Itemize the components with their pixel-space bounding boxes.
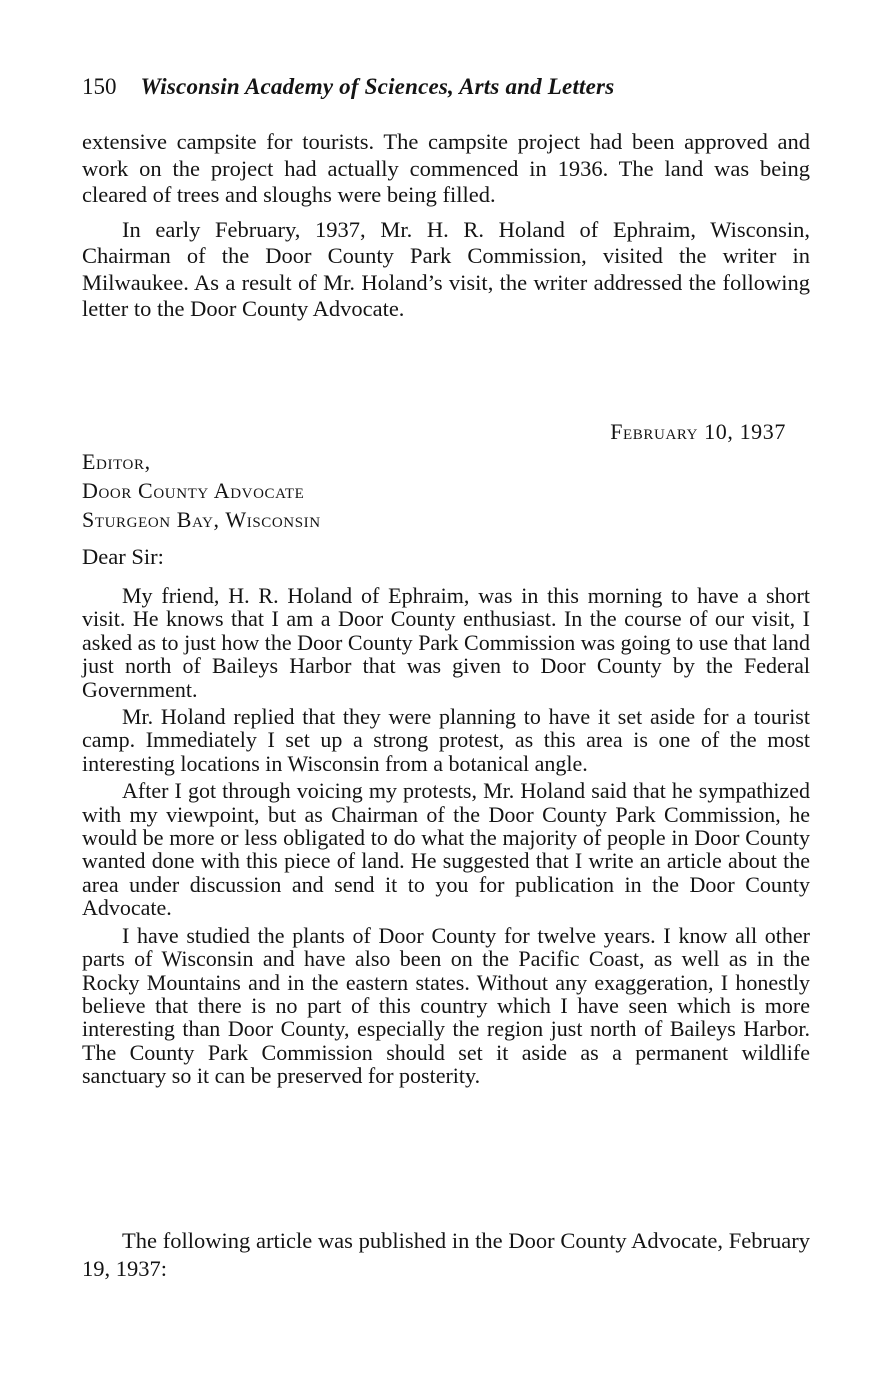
- running-title: Wisconsin Academy of Sciences, Arts and Letters: [140, 74, 615, 99]
- address-line: Door County Advocate: [82, 478, 305, 503]
- letter-paragraph: My friend, H. R. Holand of Ephraim, was in this morning to have a short visit. He knows that I am a Door County enthusiast. In the course of our visit, I asked as to just how the Door County Park Commission was going to use that land just north of Baileys Harbor that was given to Door County by the Federal Government.: [82, 583, 810, 702]
- page-number: 150: [82, 74, 117, 99]
- letter-body: [82, 584, 810, 1088]
- intro-paragraph: In early February, 1937, Mr. H. R. Holand of Ephraim, Wisconsin, Chairman of the Door County Park Commission, visited the writer in Milwaukee. As a result of Mr. Holand’s visit, the writer addressed the following letter to the Door County Advocate.: [82, 216, 810, 321]
- letter-paragraph: Mr. Holand replied that they were planning to have it set aside for a tourist camp. Immediately I set up a strong protest, as this area is one of the most interesting locations in Wisconsin from a botanical angle.: [82, 704, 810, 776]
- running-head: [82, 72, 614, 102]
- letter-salutation: Dear Sir:: [82, 544, 164, 569]
- closing-paragraph: The following article was published in the Door County Advocate, February 19, 1937:: [82, 1228, 810, 1281]
- intro-text: [82, 129, 810, 323]
- letter-date: February 10, 1937: [610, 419, 786, 444]
- intro-paragraph-continued: extensive campsite for tourists. The campsite project had been approved and work on the project had actually commenced in 1936. The land was being cleared of trees and sloughs were being filled.: [82, 129, 810, 207]
- letter-paragraph: After I got through voicing my protests, Mr. Holand said that he sympathized with my viewpoint, but as Chairman of the Door County Park Commission, he would be more or less obligated to do what the majority of people in Door County wanted done with this piece of land. He suggested that I write an article about the area under discussion and send it to you for publication in the Door County Advocate.: [82, 778, 810, 921]
- letter-address: [82, 447, 321, 534]
- letter-paragraph: I have studied the plants of Door County for twelve years. I know all other parts of Wisconsin and have also been on the Pacific Coast, as well as in the Rocky Mountains and in the eastern states. Without any exaggeration, I honestly believe that there is no part of this country which I have seen which is more interesting than Door County, especially the region just north of Baileys Harbor. The County Park Commission should set it aside as a permanent wildlife sanctuary so it can be preserved for posterity.: [82, 922, 810, 1089]
- address-line: Editor,: [82, 449, 151, 474]
- closing-text: [82, 1227, 810, 1283]
- address-line: Sturgeon Bay, Wisconsin: [82, 507, 321, 532]
